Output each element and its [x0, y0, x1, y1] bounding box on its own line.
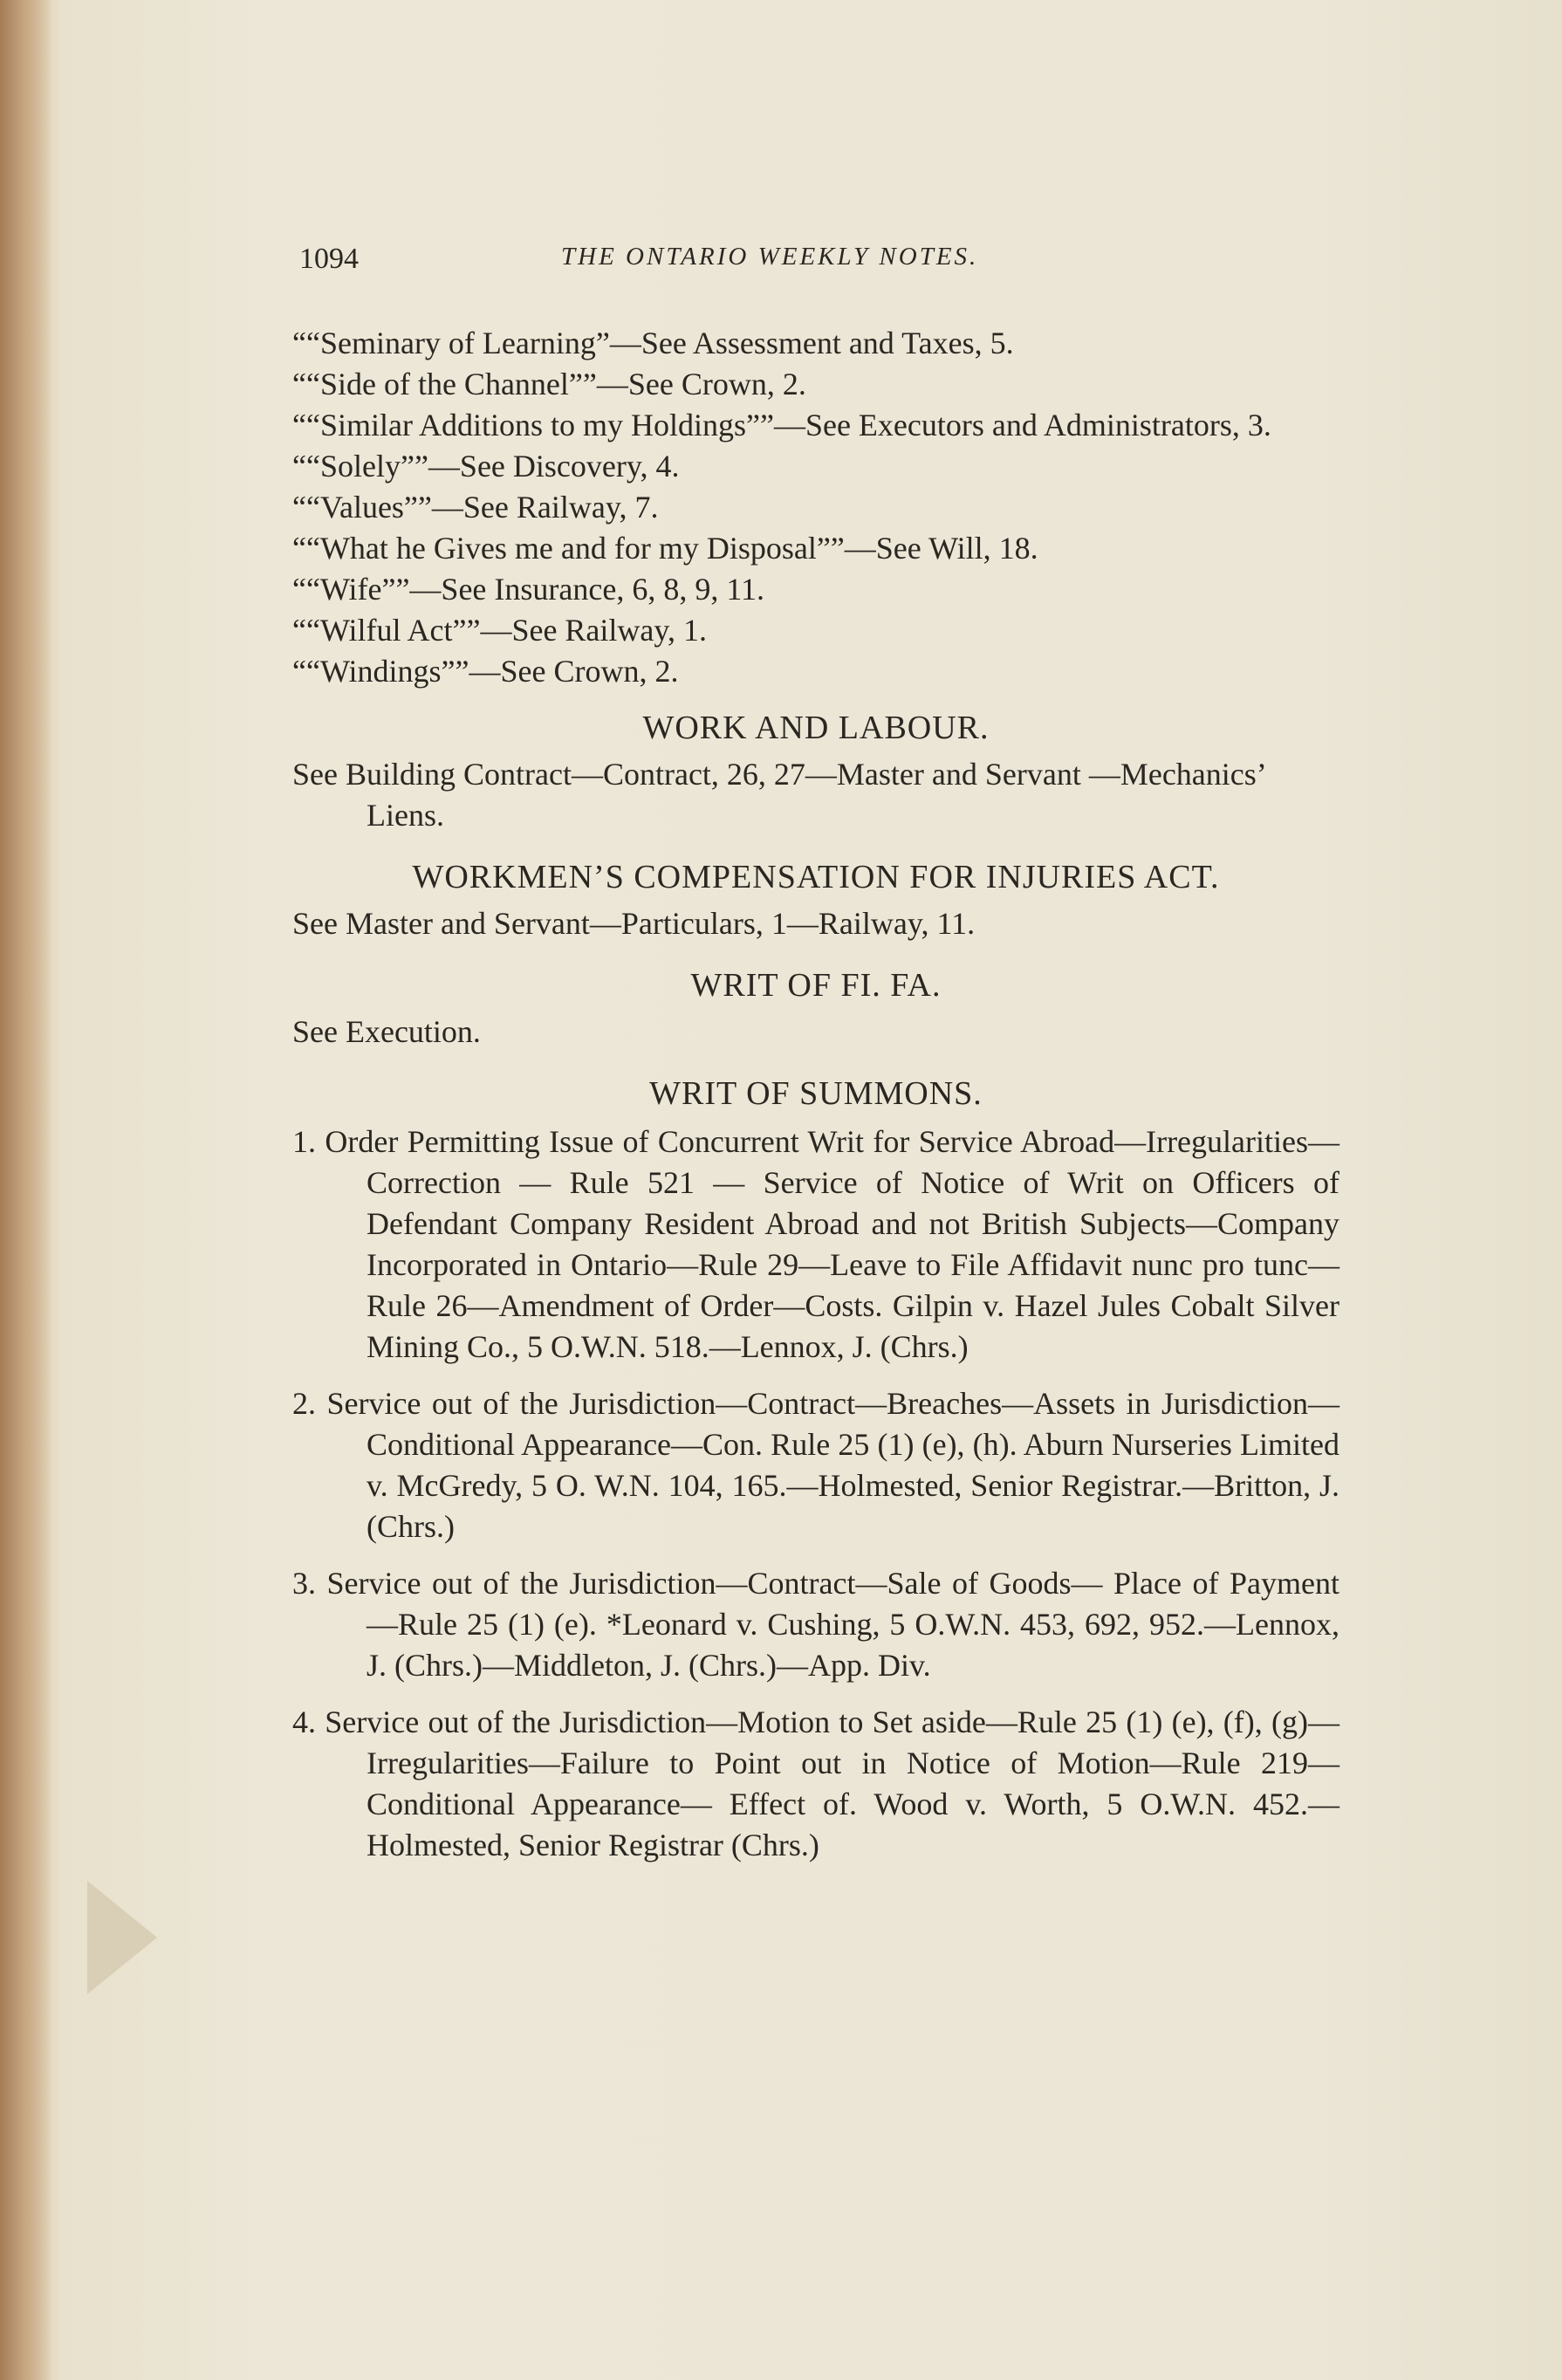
summons-item: 4. Service out of the Jurisdiction—Motion to Set aside—Rule 25 (1) (e), (f), (g)—Irregularities—Failure to Point out in Notice of Motion—Rule 219—Conditional Appearance— Effect of. Wood v. Worth, 5 O.W.N. 452.—Holmested, Senior Registrar (Chrs.) [292, 1704, 1339, 1862]
page-binding-edge [0, 0, 52, 2380]
summons-item: 2. Service out of the Jurisdiction—Contract—Breaches—Assets in Jurisdiction—Conditional Appearance—Con. Rule 25 (1) (e), (h). Aburn Nurseries Limited v. McGredy, 5 O. W.N. 104, 165.—Holmested, Senior Registrar.—Britton, J. (Chrs.) [292, 1386, 1339, 1544]
page-number: 1094 [299, 243, 359, 275]
index-entry: ““Similar Additions to my Holdings””—See Executors and Administrators, 3. [292, 408, 1271, 442]
section-heading-writ-of-summons: WRIT OF SUMMONS. [649, 1075, 983, 1112]
summons-item: 3. Service out of the Jurisdiction—Contract—Sale of Goods— Place of Payment—Rule 25 (1) (e). *Leonard v. Cushing, 5 O.W.N. 453, 692, 952.—Lennox, J. (Chrs.)—Middleton, J. (Chrs.)—App. Div. [292, 1566, 1339, 1683]
index-entry: ““Side of the Channel””—See Crown, 2. [292, 367, 806, 401]
index-entry: ““Seminary of Learning”—See Assessment and Taxes, 5. [292, 326, 1014, 360]
section-text-work-and-labour: See Building Contract—Contract, 26, 27—Master and Servant —Mechanics’ Liens. [292, 757, 1265, 833]
section-text-writ-of-fi-fa: See Execution. [292, 1014, 481, 1049]
words-entries [292, 323, 1339, 692]
index-entry: ““Values””—See Railway, 7. [292, 490, 659, 525]
section-heading-work-and-labour: WORK AND LABOUR. [642, 710, 990, 746]
section-heading-workmens-compensation: WORKMEN’S COMPENSATION FOR INJURIES ACT. [412, 859, 1220, 895]
section-heading-writ-of-fi-fa: WRIT OF FI. FA. [690, 967, 942, 1004]
index-entry: ““Wife””—See Insurance, 6, 8, 9, 11. [292, 572, 764, 607]
index-entry: ““Wilful Act””—See Railway, 1. [292, 613, 708, 648]
section-text-workmens-compensation: See Master and Servant—Particulars, 1—Railway, 11. [292, 906, 976, 941]
running-title: THE ONTARIO WEEKLY NOTES. [561, 243, 979, 271]
page-header [299, 236, 1338, 288]
index-entry: ““What he Gives me and for my Disposal””—See Will, 18. [292, 531, 1038, 566]
index-entry: ““Solely””—See Discovery, 4. [292, 449, 680, 484]
index-entry: ““Windings””—See Crown, 2. [292, 654, 679, 689]
index-content [292, 323, 1339, 1866]
page-fold-mark [87, 1881, 157, 1994]
summons-item: 1. Order Permitting Issue of Concurrent Writ for Service Abroad—Irregularities—Correction — Rule 521 — Service of Notice of Writ on Officers of Defendant Company Resident Abroad and not British Subjects—Company Incorporated in Ontario—Rule 29—Leave to File Affidavit nunc pro tunc—Rule 26—Amendment of Order—Costs. Gilpin v. Hazel Jules Cobalt Silver Mining Co., 5 O.W.N. 518.—Lennox, J. (Chrs.) [292, 1124, 1339, 1364]
